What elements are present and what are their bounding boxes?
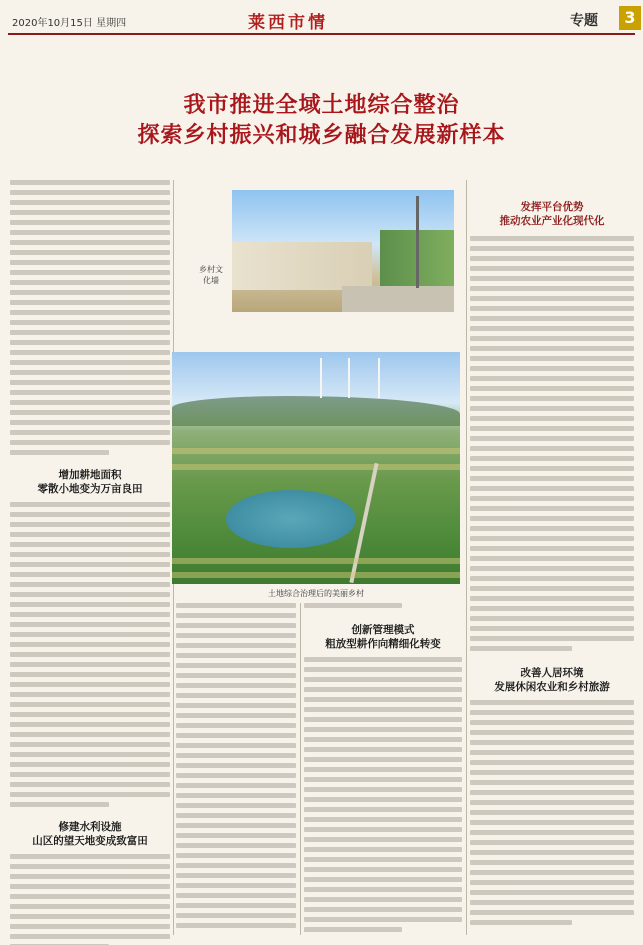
masthead xyxy=(8,6,635,32)
article-column-3 xyxy=(304,603,462,937)
section-label: 专题 xyxy=(570,13,598,29)
masthead-rule xyxy=(8,33,635,35)
village-culture-wall-photo xyxy=(232,190,454,312)
page-number: 3 xyxy=(619,6,641,30)
body-text-block xyxy=(10,180,170,455)
section-3-title-a: 创新管理模式 xyxy=(351,624,415,636)
section-1-title-a: 增加耕地面积 xyxy=(58,469,122,481)
body-text-block xyxy=(470,700,634,925)
section-5-title-a: 改善人居环境 xyxy=(520,667,584,679)
article-column-1 xyxy=(10,180,170,945)
body-text-block xyxy=(10,854,170,945)
issue-date: 2020年10月15日 星期四 xyxy=(12,18,127,29)
section-3-title-b: 粗放型耕作向精细化转变 xyxy=(325,638,441,650)
photo-1-caption: 乡村文化墙 xyxy=(199,265,223,285)
section-5-title-b: 发展休闲农业和乡村旅游 xyxy=(494,681,610,693)
body-text-block xyxy=(470,236,634,651)
body-text-block xyxy=(304,657,462,932)
headline-line-1: 我市推进全域土地综合整治 xyxy=(183,92,460,118)
body-text-block xyxy=(10,502,170,807)
newspaper-logo: 莱西市情 xyxy=(248,13,328,33)
column-divider xyxy=(300,603,301,935)
article-column-4 xyxy=(470,200,634,930)
section-2-title-b: 山区的望天地变成致富田 xyxy=(32,835,148,847)
section-4-title-b: 推动农业产业化现代化 xyxy=(499,215,605,227)
column-divider xyxy=(466,180,467,935)
renovated-village-aerial-photo xyxy=(172,352,460,584)
headline-line-2: 探索乡村振兴和城乡融合发展新样本 xyxy=(137,122,506,148)
body-text-block xyxy=(176,603,296,928)
section-4-title-a: 发挥平台优势 xyxy=(520,201,584,213)
section-1-title-b: 零散小地变为万亩良田 xyxy=(37,483,143,495)
article-column-2 xyxy=(176,603,296,933)
body-text-block xyxy=(304,603,462,608)
section-2-title-a: 修建水利设施 xyxy=(58,821,122,833)
photo-2-caption: 土地综合治理后的美丽乡村 xyxy=(268,589,364,598)
